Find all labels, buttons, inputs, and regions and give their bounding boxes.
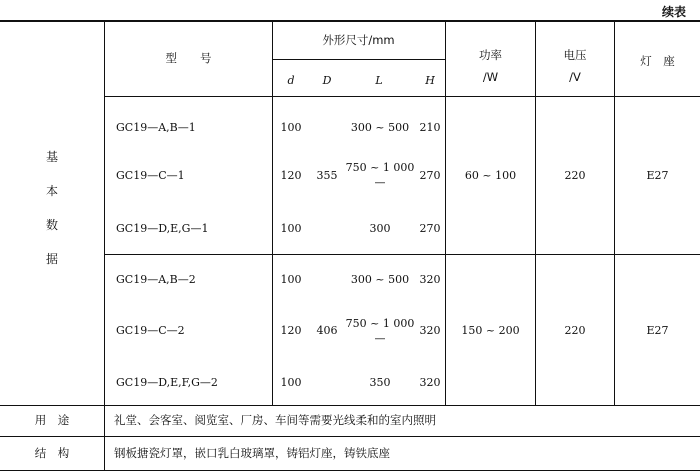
group-label-char: 数: [45, 218, 58, 232]
cell-D: 406: [316, 324, 338, 337]
header-d: d: [287, 74, 295, 87]
cell-L: 300 ~ 500: [350, 273, 410, 286]
group2-voltage: 220: [564, 324, 586, 337]
cell-d: 120: [280, 169, 302, 182]
cell-model: GC19—D,E,F,G—2: [116, 376, 218, 389]
cell-L: 350: [369, 376, 391, 389]
cell-model: GC19—A,B—2: [116, 273, 196, 286]
footer-usage-text: 礼堂、会客室、阅览室、厂房、车间等需要光线柔和的室内照明: [114, 413, 436, 427]
cell-H: 270: [419, 222, 441, 235]
rule-bottom: [0, 470, 700, 471]
header-L: L: [375, 74, 383, 87]
rule-data-bottom: [0, 405, 700, 406]
cell-D: 355: [316, 169, 338, 182]
cell-L: 750 ~ 1 000 —: [345, 161, 415, 189]
cell-H: 210: [419, 121, 441, 134]
group-label-char: 基: [45, 150, 58, 164]
header-socket: 灯 座: [640, 54, 675, 68]
group1-socket: E27: [646, 169, 669, 182]
rule-group-split: [105, 254, 700, 255]
cell-L: 300: [369, 222, 391, 235]
cell-H: 320: [419, 273, 441, 286]
cell-L: 300 ~ 500: [350, 121, 410, 134]
group1-power: 60 ~ 100: [464, 169, 517, 182]
group2-power: 150 ~ 200: [461, 324, 520, 337]
footer-structure-label: 结 构: [34, 446, 70, 460]
header-power: 功率 /W: [479, 48, 502, 84]
cell-d: 120: [280, 324, 302, 337]
vline-model: [272, 21, 273, 405]
cell-d: 100: [280, 222, 302, 235]
header-dims: 外形尺寸/mm: [322, 33, 395, 47]
header-model: 型 号: [165, 51, 212, 65]
footer-usage-label: 用 途: [34, 413, 70, 427]
vline-voltage: [614, 21, 615, 405]
cell-d: 100: [280, 376, 302, 389]
cell-model: GC19—A,B—1: [116, 121, 196, 134]
table-caption: 续表: [661, 5, 686, 19]
vline-group: [104, 21, 105, 470]
cell-model: GC19—D,E,G—1: [116, 222, 209, 235]
cell-H: 320: [419, 376, 441, 389]
group-label: [0, 150, 104, 286]
cell-d: 100: [280, 121, 302, 134]
cell-L: 750 ~ 1 000 —: [345, 317, 415, 345]
rule-header-bottom: [105, 96, 700, 97]
rule-dims-sub: [272, 59, 445, 60]
group-label-char: 本: [45, 184, 58, 198]
cell-model: GC19—C—2: [116, 324, 185, 337]
cell-H: 270: [419, 169, 441, 182]
footer-structure-text: 钢板搪瓷灯罩，嵌口乳白玻璃罩，铸铝灯座，铸铁底座: [114, 446, 390, 460]
rule-top: [0, 20, 700, 22]
cell-model: GC19—C—1: [116, 169, 185, 182]
header-D: D: [322, 74, 332, 87]
cell-H: 320: [419, 324, 441, 337]
header-H: H: [425, 74, 435, 87]
group2-socket: E27: [646, 324, 669, 337]
group-label-char: 据: [45, 252, 58, 266]
header-voltage: 电压 /V: [563, 48, 587, 84]
group1-voltage: 220: [564, 169, 586, 182]
rule-footer-mid: [0, 436, 700, 437]
cell-d: 100: [280, 273, 302, 286]
